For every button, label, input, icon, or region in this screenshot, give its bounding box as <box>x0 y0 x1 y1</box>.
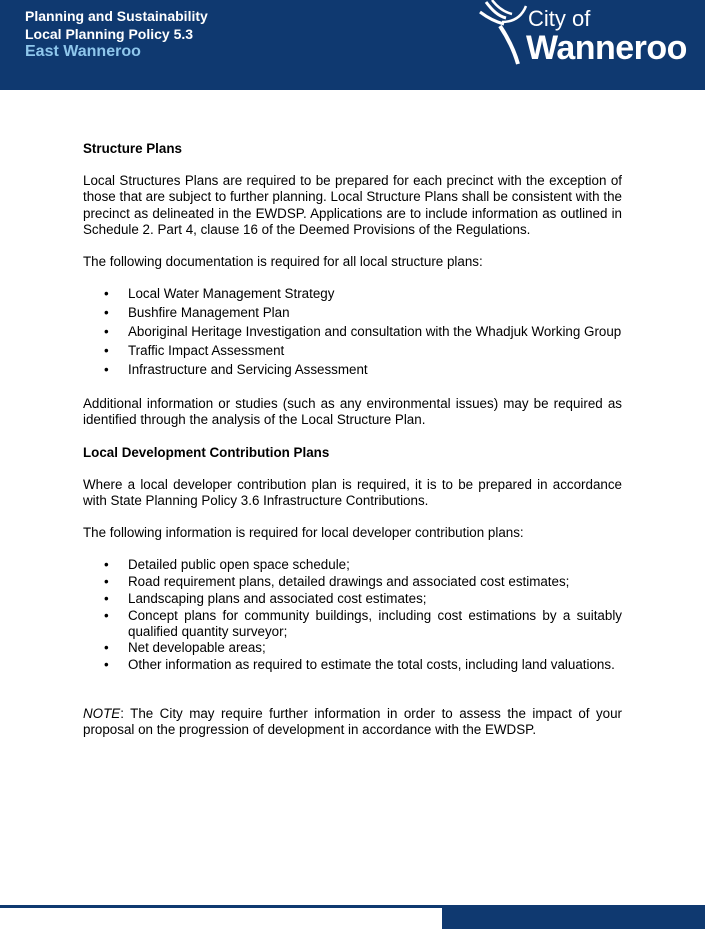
list-item: • Bushfire Management Plan <box>83 305 622 321</box>
list-item: • Concept plans for community buildings, including cost estimations by a suitably qualified quantity surveyor; <box>83 608 622 640</box>
logo-mark-icon <box>478 0 528 66</box>
note-text: : The City may require further information in order to assess the impact of your proposal on the progression of development in accordance with the EWDSP. <box>83 705 622 738</box>
list-item: • Detailed public open space schedule; <box>83 557 622 573</box>
section-heading-ldcp: Local Development Contribution Plans <box>83 444 330 460</box>
policy-subtitle: East Wanneroo <box>25 43 141 60</box>
paragraph: The following documentation is required for all local structure plans: <box>83 254 483 270</box>
list-item: • Landscaping plans and associated cost estimates; <box>83 591 622 607</box>
ldcp-list <box>83 557 622 673</box>
list-item: • Traffic Impact Assessment <box>83 343 622 359</box>
list-item: • Road requirement plans, detailed drawings and associated cost estimates; <box>83 574 622 590</box>
paragraph: Where a local developer contribution plan is required, it is to be prepared in accordance with State Planning Policy 3.6 Infrastructure Contributions. <box>83 476 622 509</box>
paragraph: Local Structures Plans are required to be prepared for each precinct with the exception of those that are subject to further planning. Local Structure Plans shall be consistent with the precinct as delineated in the EWDSP. Applications are to include information as outlined in Schedule 2. Part 4, clause 16 of the Deemed Provisions of the Regulations. <box>83 173 622 237</box>
policy-title: Local Planning Policy 5.3 <box>25 26 194 42</box>
note-paragraph <box>83 706 622 738</box>
logo-city-text: City of <box>528 6 591 31</box>
paragraph: The following information is required for local developer contribution plans: <box>83 525 524 541</box>
structure-plan-list <box>83 286 622 378</box>
list-item: • Net developable areas; <box>83 640 622 656</box>
city-logo <box>478 0 700 70</box>
document-body <box>83 141 622 738</box>
logo-name-text: Wanneroo <box>526 29 687 67</box>
department-title: Planning and Sustainability <box>25 8 208 24</box>
section-heading-structure-plans: Structure Plans <box>83 141 182 156</box>
list-item: • Other information as required to estimate the total costs, including land valuations. <box>83 657 622 673</box>
note-label: NOTE <box>83 705 121 721</box>
list-item: • Aboriginal Heritage Investigation and consultation with the Whadjuk Working Group <box>83 324 622 340</box>
list-item: • Infrastructure and Servicing Assessment <box>83 362 622 378</box>
page-header <box>0 0 705 90</box>
list-item: • Local Water Management Strategy <box>83 286 622 302</box>
paragraph: Additional information or studies (such as any environmental issues) may be required as identified through the analysis of the Local Structure Plan. <box>83 396 622 428</box>
footer-block <box>442 908 705 929</box>
